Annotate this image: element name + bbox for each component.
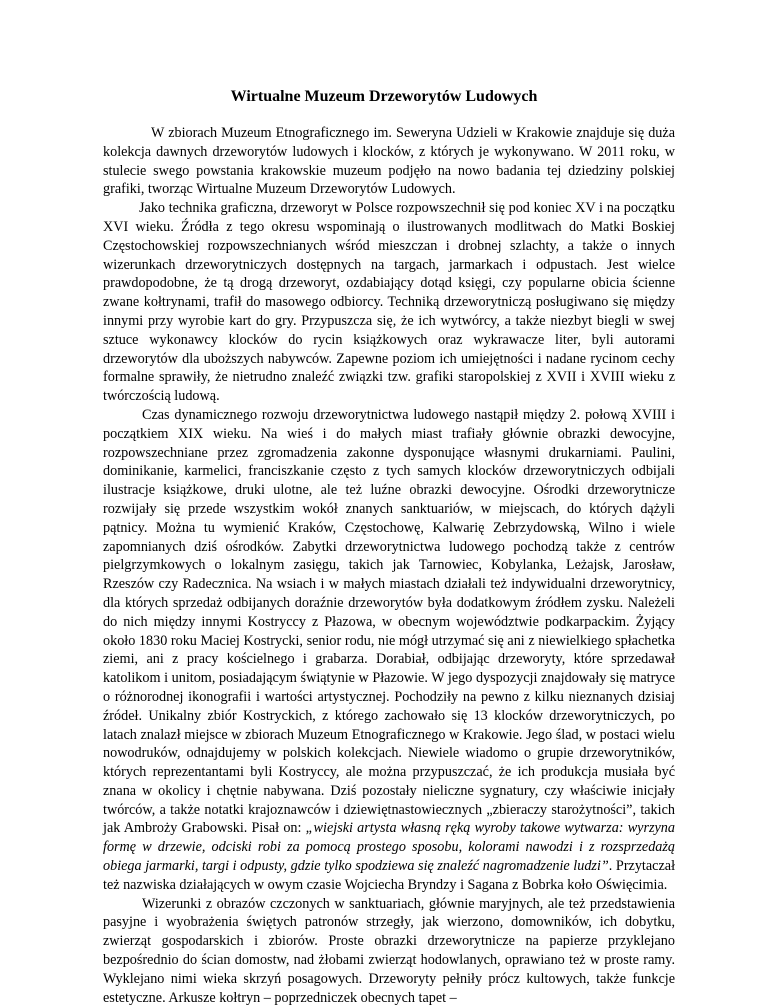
paragraph-function: Wizerunki z obrazów czczonych w sanktuariach, głównie maryjnych, ale też przedstawienia pasyjne i wyobrażenia świętych patronów strzegły, jak wierzono, domowników, ich dobytku, zwierząt gospodarskich i zbiorów. Proste obrazki drzeworytnicze na papierze przyklejano bezpośrednio do ścian domostw, nad żłobami zwierząt hodowlanych, oprawiano też w proste ramy. Wyklejano nimi wieka skrzyń posagowych. Drzeworyty pełniły prócz kultowych, także funkcje estetyczne. Arkusze kołtryn – poprzedniczek obecnych tapet – — [103, 895, 675, 1006]
document-body — [103, 124, 675, 1007]
document-title: Wirtualne Muzeum Drzeworytów Ludowych — [230, 88, 538, 105]
paragraph-intro: W zbiorach Muzeum Etnograficznego im. Seweryna Udzieli w Krakowie znajduje się duża kolekcja dawnych drzeworytów ludowych i klocków, z których je wykonywano. W 2011 roku, w stulecie swego powstania krakowskie muzeum podjęło na nowo badania tej dziedziny polskiej grafiki, tworząc Wirtualne Muzeum Drzeworytów Ludowych. — [103, 125, 675, 198]
paragraph-development-text: Czas dynamicznego rozwoju drzeworytnictwa ludowego nastąpił między 2. połową XVIII i początkiem XIX wieku. Na wieś i do małych miast trafiały głównie obrazki dewocyjne, rozpowszechniane przez zgromadzenia zakonne dysponujące własnymi drukarniami. Paulini, dominikanie, karmelici, franciszkanie często z tych samych klocków drzeworytniczych odbijali ilustracje książkowe, druki ulotne, ale też luźne obrazki dewocyjne. Ośrodki drzeworytnicze rozwijały się przede wszystkim wokół znanych sanktuariów, w miejscach, do których dążyli pątnicy. Można tu wymienić Kraków, Częstochowę, Kalwarię Zebrzydowską, Wilno i wiele zapomnianych dziś ośrodków. Zabytki drzeworytnictwa ludowego pochodzą także z centrów pielgrzymkowych o lokalnym zasięgu, takich jak Tarnowiec, Kobylanka, Leżajsk, Jarosław, Rzeszów czy Radecznica. Na wsiach i w małych miastach działali też indywidualni drzeworytnicy, dla których sprzedaż odbijanych doraźnie drzeworytów była dodatkowym źródłem zysku. Należeli do nich między innymi Kostryccy z Płazowa, w obecnym województwie podkarpackim. Żyjący około 1830 roku Maciej Kostrycki, senior rodu, nie mógł utrzymać się ani z niewielkiego spłachetka ziemi, ani z pracy kościelnego i grabarza. Dorabiał, odbijając drzeworyty, które sprzedawał katolikom i unitom, posiadającym świątynie w Płazowie. W jego dyspozycji znajdowały się matryce o różnorodnej ikonografii i wartości artystycznej. Pochodziły na pewno z kilku nieznanych dzisiaj źródeł. Unikalny zbiór Kostryckich, z którego zachowało się 13 klocków drzeworytniczych, po latach znalazł miejsce w zbiorach Muzeum Etnograficznego w Krakowie. Jego ślad, w postaci wielu nowodruków, odnajdujemy w polskich kolekcjach. Niewiele wiadomo o grupie drzeworytników, których reprezentantami byli Kostryccy, ale można przypuszczać, że ich produkcja musiała być znana w okolicy i chętnie nabywana. Dziś pozostały nieliczne sygnatury, czy właściwie inicjały twórców, a także notatki krajoznawców i dziewiętnastowiecznych „zbieraczy starożytności”, takich jak Ambroży Grabowski. Pisał on: — [103, 406, 675, 837]
grabowski-quote: „wiejski artysta własną ręką wyroby takowe wytwarza: wyrzyna formę w drzewie, odciski robi za pomocą prostego sposobu, kolorami nawodzi i z rozsprzedażą obiega jarmarki, targi i odpusty, gdzie tylko spodziewa się znaleźć nagromadzenie ludzi” — [103, 820, 675, 875]
paragraph-development-ending: . Przytaczał też nazwiska działających w owym czasie Wojciecha Bryndzy i Sagana z Bobrka koło Oświęcimia. — [103, 858, 676, 893]
paragraph-history: Jako technika graficzna, drzeworyt w Polsce rozpowszechnił się pod koniec XV i na początku XVI wieku. Źródła z tego okresu wspominają o ilustrowanych modlitwach do Matki Boskiej Częstochowskiej rozpowszechnianych wśród mieszczan i drobnej szlachty, a także o innych wizerunkach drzeworytniczych dostępnych na targach, jarmarkach i odpustach. Jest wielce prawdopodobne, że tą drogą drzeworyt, ozdabiający dotąd księgi, czy popularne obicia ścienne zwane kołtrynami, trafił do masowego odbiorcy. Techniką drzeworytniczą posługiwano się między innymi przy wyrobie kart do gry. Przypuszcza się, że ich wytwórcy, a także niezbyt biegli w swej sztuce wykonawcy klocków do rycin książkowych oraz wykrawacze liter, byli autorami drzeworytów dla uboższych nabywców. Zapewne poziom ich umiejętności i nadane rycinom cechy formalne sprawiły, że nietrudno znaleźć związki tzw. grafiki staropolskiej z XVII i XVIII wieku z twórczością ludową. — [103, 200, 675, 405]
paragraph-development — [103, 406, 675, 895]
